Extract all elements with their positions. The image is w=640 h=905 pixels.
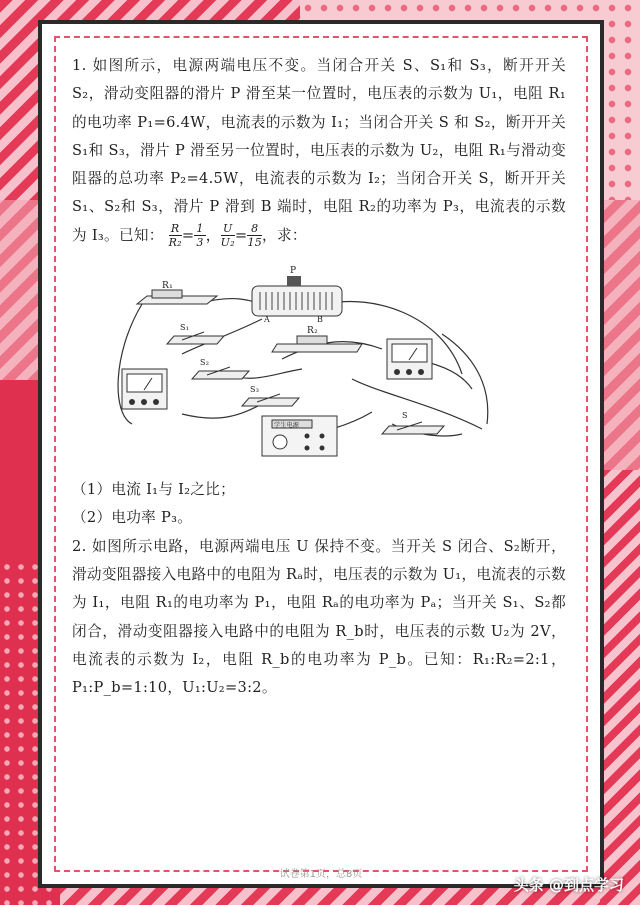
label-r1: R₁ [162,281,173,292]
ratio-value-1: $\frac{1}{3}$ [196,222,204,250]
page-footer: 试卷第1页，总8页 [279,869,363,880]
label-s1: S₁ [180,323,190,333]
voltmeter [122,369,167,409]
question-2: 2. 如图所示电路，电源两端电压 U 保持不变。当开关 S 闭合、S₂断开，滑动变阻器接入电路中的电阻为 Rₐ时，电压表的示数为 U₁，电流表的示数为 I₁，电阻 R₁的电功率为 P₁，电阻 Rₐ的电功率为 Pₐ；当开关 S₁、S₂都闭合，滑动变阻器接入电路中的电阻为 R_b时，电压表的示数 U₂为 2V，电流表的示数为 I₂，电阻 R_b的电功率为 P_b。已知：R₁:R₂=2:1，P₁:P_b=1:10，U₁:U₂=3:2。 [72,537,566,697]
ratio-r-over-r2: $\frac{R}{\text{R₂}}$ [168,222,182,250]
background-right-band [600,470,640,905]
rheostat [252,266,342,324]
worksheet-content [72,52,566,702]
label-s3: S₃ [250,385,260,395]
label-s: S [402,411,408,421]
label-power-supply: 学生电源 [274,422,300,430]
watermark: 头条 @到点学习 [513,876,624,894]
label-p: P [290,266,297,277]
power-supply [262,416,337,456]
label-b: B [317,315,324,325]
ratio-value-2: $\frac{8}{15}$ [247,222,263,250]
resistor-r1 [137,281,217,304]
switch-s2 [192,358,249,379]
circuit-diagram [72,264,566,464]
ammeter [387,339,432,379]
question-1-sub-2: （2）电功率 P₃。 [72,509,193,527]
question-1-sub-1: （1）电流 I₁与 I₂之比； [72,481,236,499]
label-a: A [264,315,271,325]
switch-s3 [242,385,299,406]
resistor-r2 [272,326,362,352]
question-1-ask: ，求： [262,226,307,244]
switch-s [382,411,444,434]
label-s2: S₂ [200,358,210,368]
question-1-text: 1. 如图所示，电源两端电压不变。当闭合开关 S、S₁和 S₃，断开开关 S₂，滑动变阻器的滑片 P 滑至某一位置时，电压表的示数为 U₁，电阻 R₁的电功率 P₁=6.4W，电流表的示数为 I₁；当闭合开关 S 和 S₂，断开开关 S₁和 S₃，滑片 P 滑至另一位置时，电压表的示数为 U₂，电阻 R₁与滑动变阻器的总功率 P₂=4.5W，电流表的示数为 I₂；当闭合开关 S，断开开关 S₁、S₂和 S₃，滑片 P 滑到 B 端时，电阻 R₂的功率为 P₃，电流表的示数为 I₃。已知： [72,57,566,244]
label-r2: R₂ [307,326,318,337]
worksheet-card [38,20,604,888]
switch-s1 [167,323,224,344]
question-1: 1. 如图所示，电源两端电压不变。当闭合开关 S、S₁和 S₃，断开开关 S₂，滑动变阻器的滑片 P 滑至某一位置时，电压表的示数为 U₁，电阻 R₁的电功率 P₁=6.4W，电流表的示数为 I₁；当闭合开关 S 和 S₂，断开开关 S₁和 S₃，滑片 P 滑至另一位置时，电压表的示数为 U₂，电阻 R₁与滑动变阻器的总功率 P₂=4.5W，电流表的示数为 I₂；当闭合开关 S，断开开关 S₁、S₂和 S₃，滑片 P 滑到 B 端时，电阻 R₂的功率为 P₃，电流表的示数为 I₃。已知： $\frac{R}{\text{R₂}}$ = $\frac{1}{3}$ ， $\frac{U}{\text{U₂}}$ = $\frac{8}{15}$ ，求： [72,57,566,250]
ratio-u-over-u2: $\frac{U}{\text{U₂}}$ [220,222,235,250]
circuit-svg [112,264,532,464]
